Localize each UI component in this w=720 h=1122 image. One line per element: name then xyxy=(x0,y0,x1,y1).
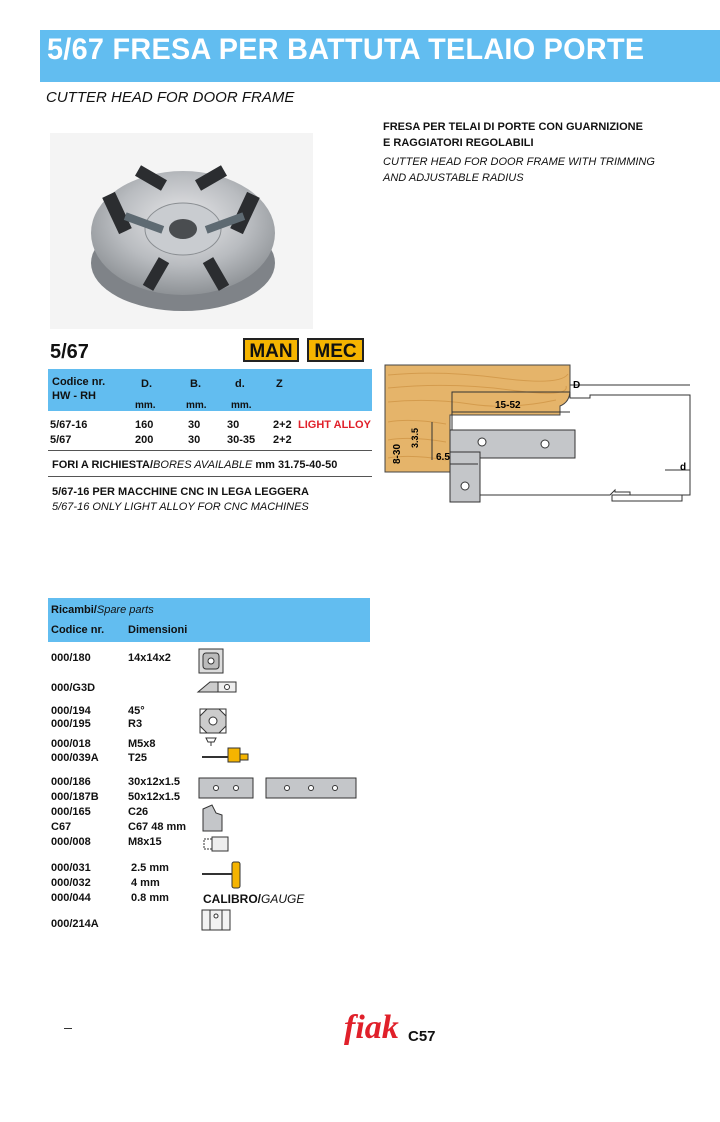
gauge-en: GAUGE xyxy=(261,892,305,906)
row1-code: 5/67-16 xyxy=(50,419,88,431)
cutter-head-photo xyxy=(50,133,313,329)
spare-col-dim: Dimensioni xyxy=(128,624,188,636)
bores-values: mm 31.75-40-50 xyxy=(252,459,338,471)
spare-title-it: Ricambi/ xyxy=(51,604,97,616)
spare-code: 000/180 xyxy=(51,652,91,664)
col-d-label: d. xyxy=(235,378,245,390)
col-code-label: Codice nr. xyxy=(52,376,106,388)
spare-dim: M5x8 xyxy=(128,738,156,750)
row1-D: 160 xyxy=(135,419,154,431)
dim-6-5: 6.5 xyxy=(436,452,450,463)
footer-mark xyxy=(64,1028,72,1029)
gauge-label xyxy=(203,892,304,906)
spare-dim: C67 48 mm xyxy=(128,821,187,833)
t-key-icon xyxy=(200,860,246,892)
row2-d: 30-35 xyxy=(227,434,256,446)
gauge-it: CALIBRO/ xyxy=(203,892,261,906)
spare-col-code: Codice nr. xyxy=(51,624,105,636)
bores-available xyxy=(52,459,337,471)
badge-man: MAN xyxy=(243,338,299,362)
bores-it-label: FORI A RICHIESTA/ xyxy=(52,459,154,471)
spare-code: 000/165 xyxy=(51,806,91,818)
col-B-label: B. xyxy=(190,378,201,390)
spare-code: 000/194 xyxy=(51,705,91,717)
row2-B: 30 xyxy=(188,434,201,446)
fiak-logo xyxy=(344,1006,404,1046)
gauge-icon xyxy=(200,906,232,932)
row1-B: 30 xyxy=(188,419,201,431)
spare-code: C67 xyxy=(51,821,72,833)
description-en-line1: CUTTER HEAD FOR DOOR FRAME WITH TRIMMING xyxy=(383,156,655,168)
spare-code: 000/031 xyxy=(51,862,91,874)
description-it-line2: E RAGGIATORI REGOLABILI xyxy=(383,137,534,149)
model-number: 5/67 xyxy=(50,341,89,363)
spare-dim: R3 xyxy=(128,718,143,730)
row1-Z: 2+2 xyxy=(273,419,292,431)
square-insert-icon xyxy=(198,648,224,674)
unit-B: mm. xyxy=(186,400,207,411)
row1-d: 30 xyxy=(227,419,240,431)
page-title: 5/67 FRESA PER BATTUTA TELAIO PORTE xyxy=(47,33,645,66)
row2-D: 200 xyxy=(135,434,154,446)
profile-knife-icon xyxy=(200,803,226,833)
spare-code: 000/008 xyxy=(51,836,91,848)
spare-dim: 2.5 mm xyxy=(131,862,169,874)
row2-code: 5/67 xyxy=(50,434,72,446)
spare-code: 000/032 xyxy=(51,877,91,889)
dim-3-3-5: 3.3.5 xyxy=(410,427,420,448)
spare-code: 000/214A xyxy=(51,918,99,930)
row1-note: LIGHT ALLOY xyxy=(298,419,371,431)
col-D-label: D. xyxy=(141,378,152,390)
knife-30-icon xyxy=(198,776,254,800)
unit-d: mm. xyxy=(231,400,252,411)
spare-dim: 0.8 mm xyxy=(131,892,169,904)
spare-code: 000/187B xyxy=(51,791,99,803)
bores-en-label: BORES AVAILABLE xyxy=(153,459,253,471)
table-divider xyxy=(48,450,372,451)
screw-and-key-icon xyxy=(198,736,252,764)
spare-dim: 30x12x1.5 xyxy=(128,776,180,788)
spare-dim: M8x15 xyxy=(128,836,162,848)
page-subtitle: CUTTER HEAD FOR DOOR FRAME xyxy=(46,89,295,106)
description-en-line2: AND ADJUSTABLE RADIUS xyxy=(383,172,524,184)
spare-dim: T25 xyxy=(128,752,147,764)
spare-dim: 50x12x1.5 xyxy=(128,791,180,803)
spare-dim: 45° xyxy=(128,705,145,717)
dim-d: d xyxy=(680,462,687,473)
page-number: C57 xyxy=(408,1028,436,1045)
dim-8-30: 8-30 xyxy=(392,443,403,464)
cnc-note-it: 5/67-16 PER MACCHINE CNC IN LEGA LEGGERA xyxy=(52,486,309,498)
profile-diagram xyxy=(380,360,710,540)
spare-code: 000/039A xyxy=(51,752,99,764)
bolt-icon xyxy=(200,833,234,855)
spare-dim: C26 xyxy=(128,806,149,818)
radius-knife-icon xyxy=(197,706,229,736)
bores-divider xyxy=(48,476,372,477)
spare-code: 000/186 xyxy=(51,776,91,788)
spare-dim: 14x14x2 xyxy=(128,652,171,664)
dim-range: 15-52 xyxy=(495,400,521,411)
col-Z-label: Z xyxy=(276,378,283,390)
row2-Z: 2+2 xyxy=(273,434,292,446)
cnc-note-en: 5/67-16 ONLY LIGHT ALLOY FOR CNC MACHINES xyxy=(52,501,309,513)
gib-clamp-icon xyxy=(196,678,240,696)
unit-D: mm. xyxy=(135,400,156,411)
spare-code: 000/018 xyxy=(51,738,91,750)
fiak-logo-text: fiak xyxy=(344,1009,399,1046)
spare-code: 000/044 xyxy=(51,892,91,904)
spare-code: 000/G3D xyxy=(51,682,96,694)
badge-mec: MEC xyxy=(307,338,364,362)
spare-title-en: Spare parts xyxy=(96,604,154,616)
spare-dim: 4 mm xyxy=(131,877,160,889)
col-code-sub-label: HW - RH xyxy=(52,390,96,402)
spare-parts-title xyxy=(51,604,154,616)
knife-50-icon xyxy=(265,776,357,800)
spare-code: 000/195 xyxy=(51,718,91,730)
description-it-line1: FRESA PER TELAI DI PORTE CON GUARNIZIONE xyxy=(383,121,643,133)
dim-D: D xyxy=(573,380,581,391)
